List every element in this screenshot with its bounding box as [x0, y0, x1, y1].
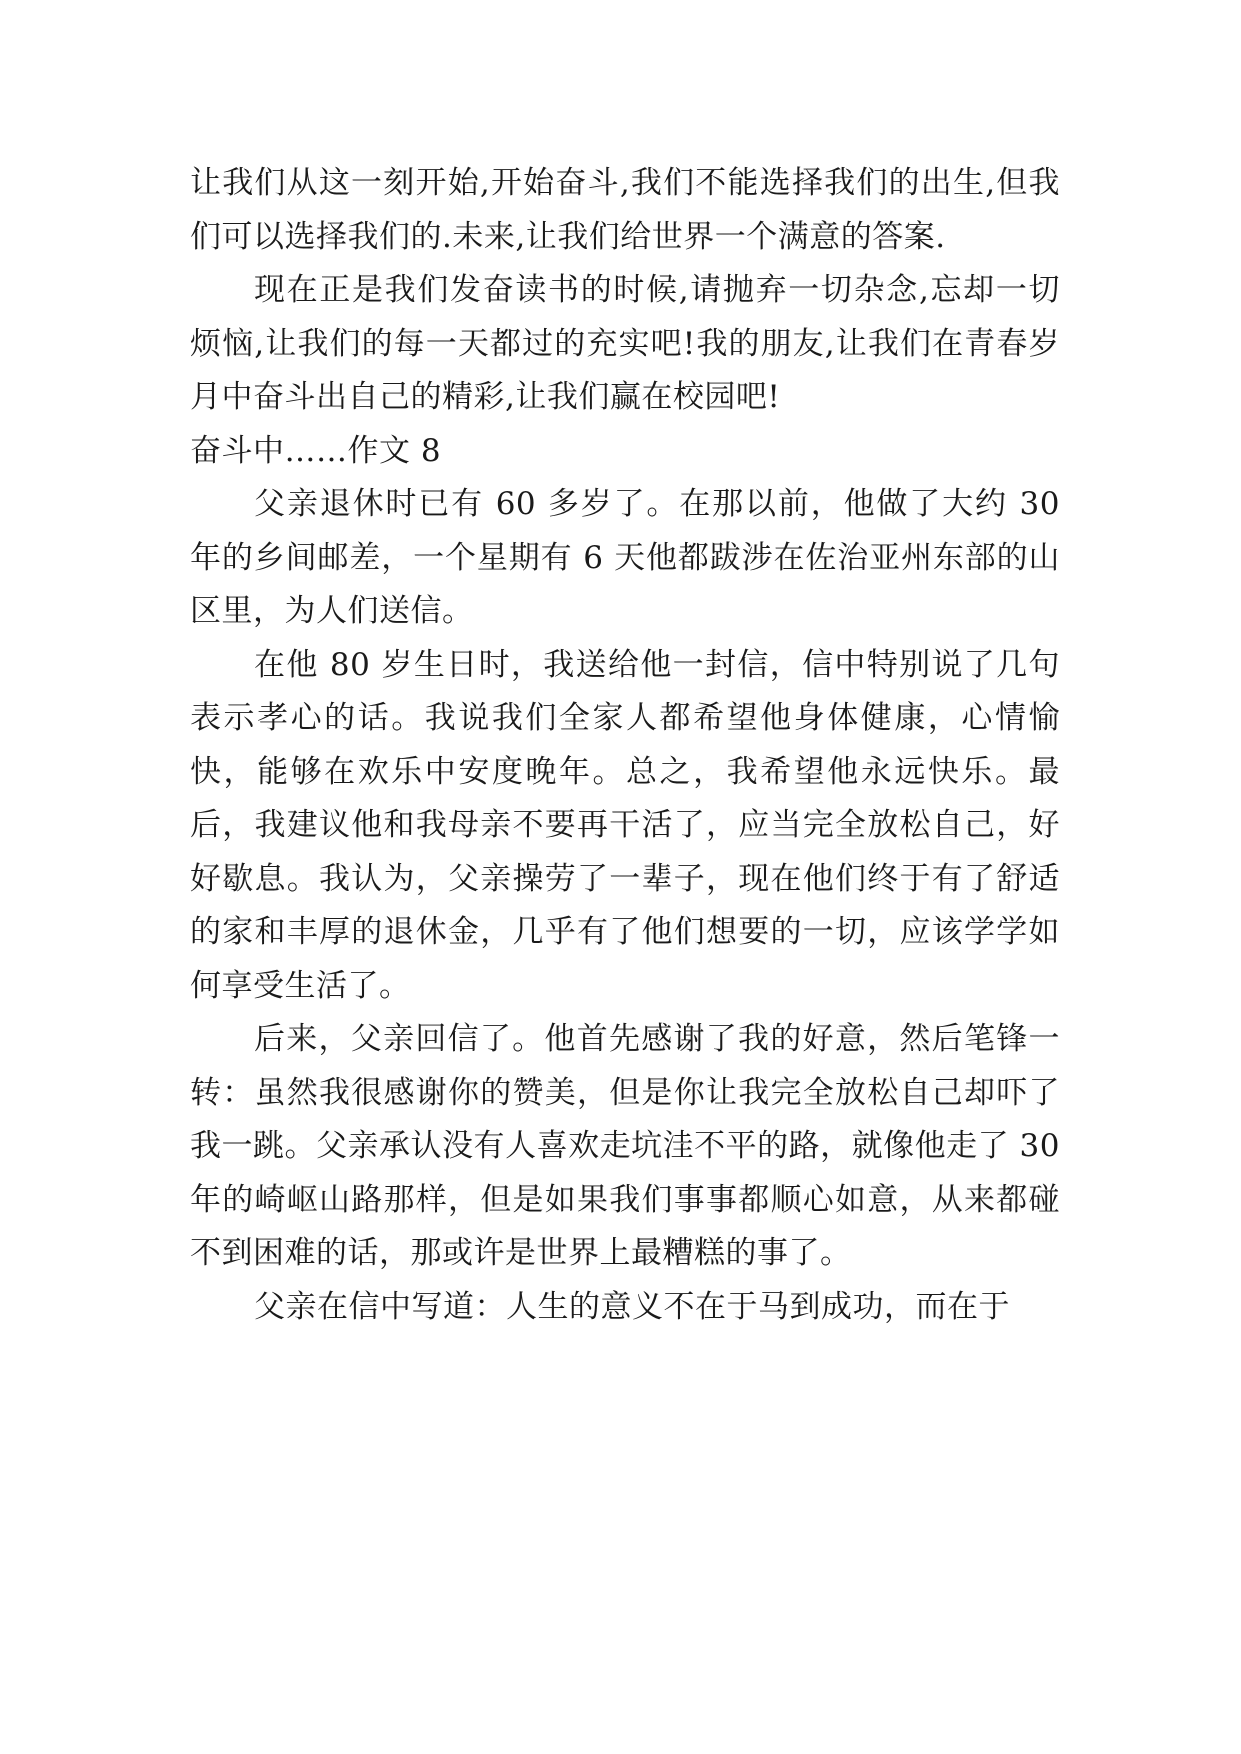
paragraph-birthday-letter: 在他 80 岁生日时，我送给他一封信，信中特别说了几句表示孝心的话。我说我们全家人都希望他身体健康，心情愉快，能够在欢乐中安度晚年。总之，我希望他永远快乐。最后，我建议他和我母亲不要再干活了，应当完全放松自己，好好歇息。我认为，父亲操劳了一辈子，现在他们终于有了舒适的家和丰厚的退休金，几乎有了他们想要的一切，应该学学如何享受生活了。 — [190, 646, 1060, 1004]
paragraph-meaning-of-life: 父亲在信中写道：人生的意义不在于马到成功，而在于 — [254, 1288, 1010, 1325]
essay-title: 奋斗中……作文 8 — [190, 432, 442, 469]
paragraph-study-hard: 现在正是我们发奋读书的时候,请抛弃一切杂念,忘却一切烦恼,让我们的每一天都过的充实吧!我的朋友,让我们在青春岁月中奋斗出自己的精彩,让我们赢在校园吧! — [190, 272, 1060, 415]
paragraph-struggle-future: 让我们从这一刻开始,开始奋斗,我们不能选择我们的出生,但我们可以选择我们的.未来,让我们给世界一个满意的答案. — [190, 165, 1060, 255]
document-body — [190, 157, 1060, 1334]
paragraph-father-reply: 后来，父亲回信了。他首先感谢了我的好意，然后笔锋一转：虽然我很感谢你的赞美，但是你让我完全放松自己却吓了我一跳。父亲承认没有人喜欢走坑洼不平的路，就像他走了 30 年的崎岖山路那样，但是如果我们事事都顺心如意，从来都碰不到困难的话，那或许是世界上最糟糕的事了。 — [190, 1021, 1060, 1271]
paragraph-father-mailman: 父亲退休时已有 60 多岁了。在那以前，他做了大约 30 年的乡间邮差，一个星期有 6 天他都跋涉在佐治亚州东部的山区里，为人们送信。 — [190, 486, 1060, 629]
